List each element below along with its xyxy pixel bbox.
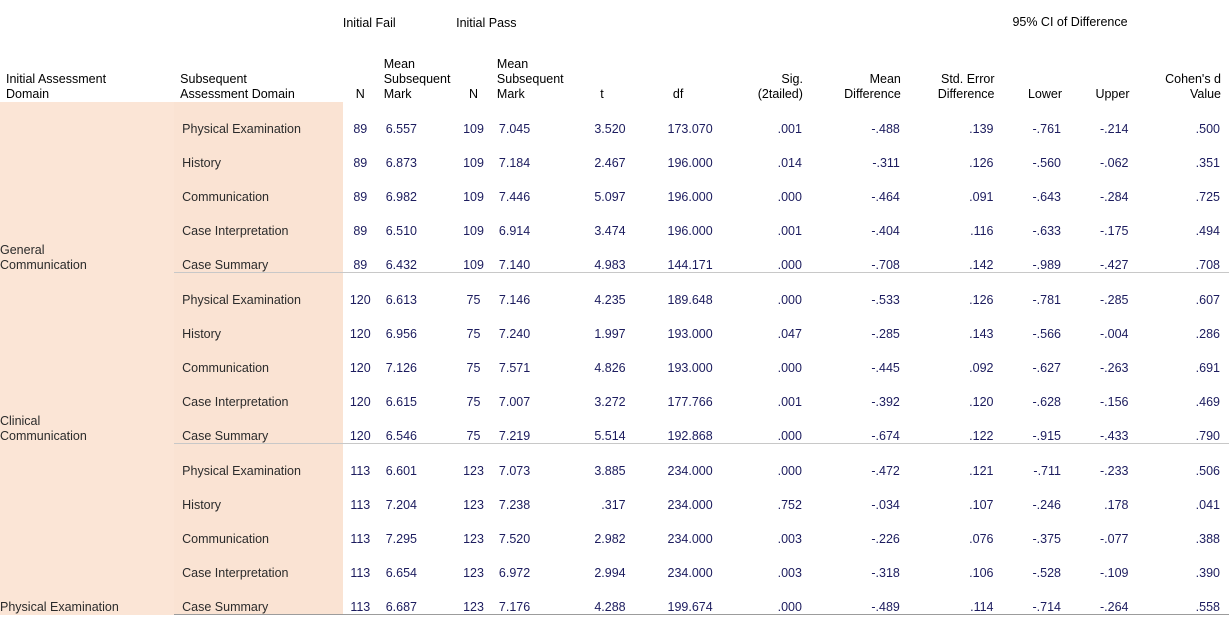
header-group-row <box>0 0 1229 30</box>
cell-fail-n: 113 <box>350 566 371 580</box>
cell-ci-upper: -.109 <box>1099 566 1129 580</box>
table-row <box>0 409 1229 444</box>
cell-fail-n: 89 <box>353 122 368 136</box>
cell-df: 196.000 <box>667 224 713 238</box>
cell-fail-mean: 6.615 <box>385 395 417 409</box>
header-initial-pass: Initial Pass <box>456 16 517 30</box>
cell-mean-difference: -.464 <box>871 190 900 204</box>
cell-subsequent-domain: Case Summary <box>174 238 343 273</box>
cell-std-error: .122 <box>909 409 1003 444</box>
header-column-row <box>0 30 1229 102</box>
cell-pass-n: 109 <box>463 224 484 238</box>
cell-df: 192.868 <box>635 409 722 444</box>
header-ci-of-difference-label: 95% CI of Difference <box>1012 15 1128 29</box>
cell-subsequent-domain: Case Summary <box>174 580 343 615</box>
cell-subsequent-domain: Case Interpretation <box>174 375 343 409</box>
cell-cohens-d: .351 <box>1195 156 1220 170</box>
cell-mean-difference: -.674 <box>811 409 909 444</box>
column-header-fail-mean <box>378 30 456 102</box>
cell-ci-lower: -.643 <box>1032 190 1061 204</box>
cell-pass-n: 75 <box>466 327 481 341</box>
column-header-sig <box>722 30 811 102</box>
cell-df: 189.648 <box>667 293 713 307</box>
column-header-cohens-d-label: Cohen's d Value <box>1165 72 1221 101</box>
cell-sig: .000 <box>722 409 811 444</box>
column-header-fail-mean-label: Mean Subsequent Mark <box>383 57 451 101</box>
cell-sig: .000 <box>777 464 802 478</box>
cell-df: 234.000 <box>667 532 713 546</box>
column-header-mean-difference <box>811 30 909 102</box>
column-header-fail-n <box>343 30 378 102</box>
cell-cohens-d: .390 <box>1195 566 1220 580</box>
cell-mean-difference: -.445 <box>871 361 900 375</box>
column-header-df-label: df <box>672 87 684 101</box>
cell-t: .317 <box>601 498 626 512</box>
header-spacer-subsequent-domain <box>174 0 343 30</box>
cell-t: 4.983 <box>569 238 634 273</box>
cell-ci-upper: -.264 <box>1070 580 1138 615</box>
cell-fail-n: 120 <box>349 395 371 409</box>
cell-subsequent-domain: Case Summary <box>174 409 343 444</box>
cell-mean-difference: -.311 <box>872 156 900 170</box>
cell-t: 4.235 <box>594 293 626 307</box>
cell-df: 144.171 <box>635 238 722 273</box>
cell-cohens-d: .725 <box>1195 190 1220 204</box>
cell-ci-lower: -.781 <box>1032 293 1061 307</box>
cell-subsequent-domain: Case Interpretation <box>174 204 343 238</box>
cell-df: 234.000 <box>667 566 713 580</box>
cell-std-error: .092 <box>969 361 994 375</box>
cell-subsequent-domain: History <box>174 478 343 512</box>
cell-fail-n: 113 <box>343 580 378 615</box>
cell-mean-difference: -.285 <box>871 327 900 341</box>
cell-std-error: .120 <box>969 395 994 409</box>
header-spacer-initial-domain <box>0 0 174 30</box>
cell-fail-n: 120 <box>349 361 371 375</box>
cell-subsequent-domain: Communication <box>174 512 343 546</box>
cell-pass-mean: 7.184 <box>498 156 531 170</box>
cell-mean-difference: -.489 <box>811 580 909 615</box>
cell-pass-mean: 7.007 <box>498 395 531 409</box>
cell-pass-mean: 7.571 <box>498 361 531 375</box>
cell-sig: .000 <box>777 190 802 204</box>
cell-pass-n: 109 <box>456 238 491 273</box>
column-header-initial-domain-label: Initial Assessment Domain <box>6 72 107 101</box>
cell-fail-mean: 6.557 <box>385 122 417 136</box>
cell-pass-n: 123 <box>463 498 484 512</box>
cell-pass-mean: 7.140 <box>491 238 569 273</box>
cell-ci-lower: -.560 <box>1032 156 1061 170</box>
cell-mean-difference: -.404 <box>871 224 900 238</box>
cell-ci-upper: -.004 <box>1099 327 1129 341</box>
cell-pass-mean: 7.045 <box>498 122 531 136</box>
cell-fail-mean: 6.613 <box>385 293 417 307</box>
cell-pass-n: 109 <box>463 190 484 204</box>
table-row <box>0 238 1229 273</box>
cell-fail-mean: 7.126 <box>385 361 417 375</box>
table-row <box>0 478 1229 512</box>
cell-subsequent-domain: Physical Examination <box>174 273 343 308</box>
cell-cohens-d: .494 <box>1195 224 1220 238</box>
cell-fail-n: 89 <box>353 224 368 238</box>
cell-mean-difference: -.533 <box>871 293 900 307</box>
cell-fail-n: 113 <box>350 498 371 512</box>
cell-std-error: .142 <box>909 238 1003 273</box>
header-spacer-t <box>569 0 634 30</box>
cell-t: 2.982 <box>594 532 626 546</box>
column-header-pass-mean-label: Mean Subsequent Mark <box>496 57 564 101</box>
cell-subsequent-domain: History <box>174 136 343 170</box>
cell-df: 234.000 <box>667 464 713 478</box>
cell-ci-upper: -.077 <box>1099 532 1129 546</box>
cell-fail-mean: 6.510 <box>385 224 417 238</box>
cell-sig: .000 <box>777 361 802 375</box>
cell-sig: .003 <box>777 566 802 580</box>
cell-pass-mean: 7.073 <box>498 464 531 478</box>
cell-ci-lower: -.628 <box>1032 395 1061 409</box>
cell-pass-mean: 7.240 <box>498 327 531 341</box>
cell-ci-upper: -.285 <box>1099 293 1129 307</box>
cell-ci-lower: -.246 <box>1032 498 1061 512</box>
cell-ci-upper: -.233 <box>1099 464 1129 478</box>
header-spacer-df <box>635 0 722 30</box>
cell-std-error: .126 <box>969 156 994 170</box>
cell-fail-n: 113 <box>350 464 371 478</box>
cell-fail-n: 89 <box>353 156 368 170</box>
cell-cohens-d: .286 <box>1195 327 1220 341</box>
cell-ci-upper: .178 <box>1104 498 1129 512</box>
table-row <box>0 580 1229 615</box>
cell-fail-mean: 6.873 <box>385 156 417 170</box>
table-row <box>0 204 1229 238</box>
cell-sig: .000 <box>722 580 811 615</box>
column-header-std-error <box>909 30 1003 102</box>
cell-t: 3.474 <box>594 224 626 238</box>
cell-mean-difference: -.034 <box>871 498 900 512</box>
table-row <box>0 512 1229 546</box>
column-header-mean-difference-label: Mean Difference <box>844 72 901 101</box>
cell-fail-mean: 7.295 <box>385 532 417 546</box>
cell-fail-mean: 6.687 <box>378 580 456 615</box>
cell-pass-n: 75 <box>466 293 481 307</box>
cell-fail-mean: 7.204 <box>385 498 417 512</box>
cell-ci-upper: -.433 <box>1070 409 1138 444</box>
cell-pass-n: 123 <box>463 464 484 478</box>
column-header-subsequent-domain-label: Subsequent Assessment Domain <box>180 72 295 101</box>
cell-pass-n: 123 <box>463 532 484 546</box>
cell-ci-lower: -.915 <box>1003 409 1070 444</box>
header-initial-fail: Initial Fail <box>342 16 396 30</box>
column-header-t <box>569 30 634 102</box>
column-header-sig-label: Sig. (2tailed) <box>757 72 803 101</box>
cell-mean-difference: -.318 <box>871 566 900 580</box>
cell-fail-n: 120 <box>343 409 378 444</box>
cell-std-error: .091 <box>969 190 994 204</box>
column-header-pass-mean <box>491 30 569 102</box>
cell-t: 3.272 <box>594 395 626 409</box>
cell-fail-mean: 6.601 <box>385 464 417 478</box>
column-header-ci-lower-label: Lower <box>1027 87 1062 101</box>
header-spacer-std-error <box>909 0 1003 30</box>
cell-sig: .000 <box>722 238 811 273</box>
cell-std-error: .139 <box>969 122 994 136</box>
column-header-std-error-label: Std. Error Difference <box>937 72 995 101</box>
column-header-initial-domain <box>0 30 174 102</box>
cell-std-error: .143 <box>969 327 994 341</box>
cell-fail-mean: 6.432 <box>378 238 456 273</box>
cell-ci-upper: -.427 <box>1070 238 1138 273</box>
cell-cohens-d: .691 <box>1195 361 1220 375</box>
cell-ci-upper: -.284 <box>1099 190 1129 204</box>
cell-pass-n: 109 <box>463 156 484 170</box>
cell-sig: .014 <box>777 156 802 170</box>
cell-pass-mean: 6.914 <box>498 224 531 238</box>
cell-fail-mean: 6.956 <box>385 327 417 341</box>
cell-ci-lower: -.375 <box>1032 532 1061 546</box>
table-row <box>0 102 1229 136</box>
cell-df: 173.070 <box>667 122 713 136</box>
cell-cohens-d: .708 <box>1137 238 1229 273</box>
cell-df: 193.000 <box>667 327 713 341</box>
cell-sig: .003 <box>777 532 802 546</box>
cell-pass-n: 75 <box>466 361 481 375</box>
cell-sig: .000 <box>777 293 802 307</box>
cell-pass-n: 123 <box>463 566 484 580</box>
table-row <box>0 136 1229 170</box>
column-header-ci-lower <box>1003 30 1070 102</box>
cell-sig: .752 <box>777 498 802 512</box>
cell-df: 234.000 <box>667 498 713 512</box>
table-row <box>0 341 1229 375</box>
cell-t: 4.288 <box>569 580 634 615</box>
column-header-ci-upper-label: Upper <box>1095 87 1130 101</box>
cell-fail-n: 89 <box>343 238 378 273</box>
cell-fail-n: 89 <box>353 190 368 204</box>
cell-subsequent-domain: Physical Examination <box>174 102 343 136</box>
cell-ci-upper: -.263 <box>1099 361 1129 375</box>
cell-df: 177.766 <box>667 395 713 409</box>
cell-subsequent-domain: Case Interpretation <box>174 546 343 580</box>
cell-t: 2.994 <box>594 566 626 580</box>
cell-std-error: .116 <box>970 224 994 238</box>
header-ci-of-difference <box>1003 0 1138 30</box>
table-row <box>0 273 1229 308</box>
cell-sig: .047 <box>777 327 802 341</box>
cell-t: 3.520 <box>594 122 626 136</box>
cell-pass-mean: 7.520 <box>498 532 531 546</box>
cell-pass-mean: 7.176 <box>491 580 569 615</box>
cell-std-error: .126 <box>969 293 994 307</box>
cell-mean-difference: -.392 <box>871 395 900 409</box>
cell-subsequent-domain: History <box>174 307 343 341</box>
cell-df: 196.000 <box>667 190 713 204</box>
cell-df: 196.000 <box>667 156 713 170</box>
cell-cohens-d: .506 <box>1195 464 1220 478</box>
cell-df: 193.000 <box>667 361 713 375</box>
cell-ci-lower: -.633 <box>1032 224 1061 238</box>
cell-cohens-d: .558 <box>1137 580 1229 615</box>
cell-fail-mean: 6.546 <box>378 409 456 444</box>
cell-ci-upper: -.175 <box>1099 224 1129 238</box>
cell-std-error: .107 <box>969 498 994 512</box>
cell-ci-lower: -.989 <box>1003 238 1070 273</box>
group-domain-cell: Physical Examination <box>0 444 174 615</box>
cell-fail-mean: 6.982 <box>385 190 417 204</box>
cell-cohens-d: .388 <box>1195 532 1220 546</box>
cell-cohens-d: .500 <box>1195 122 1220 136</box>
cell-cohens-d: .469 <box>1195 395 1220 409</box>
column-header-t-label: t <box>600 87 604 101</box>
cell-std-error: .121 <box>969 464 994 478</box>
cell-std-error: .114 <box>909 580 1003 615</box>
cell-subsequent-domain: Communication <box>174 170 343 204</box>
group-domain-cell: General Communication <box>0 102 174 273</box>
column-header-cohens-d <box>1137 30 1229 102</box>
cell-ci-lower: -.528 <box>1032 566 1061 580</box>
cell-pass-n: 123 <box>456 580 491 615</box>
cell-ci-upper: -.156 <box>1099 395 1129 409</box>
cell-fail-n: 120 <box>349 327 371 341</box>
cell-t: 5.514 <box>569 409 634 444</box>
table-row <box>0 546 1229 580</box>
cell-pass-n: 109 <box>463 122 484 136</box>
cell-std-error: .106 <box>969 566 994 580</box>
cell-ci-upper: -.062 <box>1099 156 1129 170</box>
cell-pass-n: 75 <box>456 409 491 444</box>
header-spacer-mean-difference <box>811 0 909 30</box>
group-domain-cell: Clinical Communication <box>0 273 174 444</box>
column-header-fail-n-label: N <box>355 87 365 101</box>
cell-ci-lower: -.711 <box>1033 464 1061 478</box>
cell-mean-difference: -.226 <box>871 532 900 546</box>
cell-pass-mean: 7.146 <box>498 293 531 307</box>
cell-fail-n: 120 <box>349 293 371 307</box>
cell-fail-n: 113 <box>350 532 371 546</box>
cell-sig: .001 <box>777 395 802 409</box>
cell-mean-difference: -.472 <box>871 464 900 478</box>
cell-ci-lower: -.714 <box>1003 580 1070 615</box>
cell-cohens-d: .607 <box>1195 293 1220 307</box>
cell-ci-upper: -.214 <box>1099 122 1129 136</box>
cell-pass-mean: 6.972 <box>498 566 531 580</box>
cell-fail-mean: 6.654 <box>385 566 417 580</box>
cell-t: 2.467 <box>594 156 626 170</box>
cell-cohens-d: .790 <box>1137 409 1229 444</box>
cell-std-error: .076 <box>969 532 994 546</box>
column-header-df <box>635 30 722 102</box>
column-header-ci-upper <box>1070 30 1138 102</box>
column-header-subsequent-domain <box>174 30 343 102</box>
table-row <box>0 307 1229 341</box>
cell-subsequent-domain: Communication <box>174 341 343 375</box>
column-header-pass-n <box>456 30 491 102</box>
cell-pass-mean: 7.219 <box>491 409 569 444</box>
cell-t: 5.097 <box>594 190 626 204</box>
cell-mean-difference: -.488 <box>871 122 900 136</box>
cell-sig: .001 <box>777 122 802 136</box>
cell-t: 3.885 <box>594 464 626 478</box>
cell-subsequent-domain: Physical Examination <box>174 444 343 479</box>
header-spacer-sig <box>722 0 811 30</box>
cell-mean-difference: -.708 <box>811 238 909 273</box>
cell-pass-mean: 7.446 <box>498 190 531 204</box>
cell-ci-lower: -.566 <box>1032 327 1061 341</box>
table-row <box>0 375 1229 409</box>
cell-t: 4.826 <box>594 361 626 375</box>
table-row <box>0 444 1229 479</box>
column-header-pass-n-label: N <box>468 87 479 101</box>
cell-ci-lower: -.627 <box>1032 361 1061 375</box>
cell-sig: .001 <box>777 224 802 238</box>
cell-df: 199.674 <box>635 580 722 615</box>
cell-ci-lower: -.761 <box>1032 122 1061 136</box>
cell-pass-mean: 7.238 <box>498 498 531 512</box>
header-spacer-cohens-d <box>1137 0 1229 30</box>
cell-cohens-d: .041 <box>1195 498 1220 512</box>
cell-t: 1.997 <box>594 327 626 341</box>
cell-pass-n: 75 <box>466 395 481 409</box>
table-row <box>0 170 1229 204</box>
